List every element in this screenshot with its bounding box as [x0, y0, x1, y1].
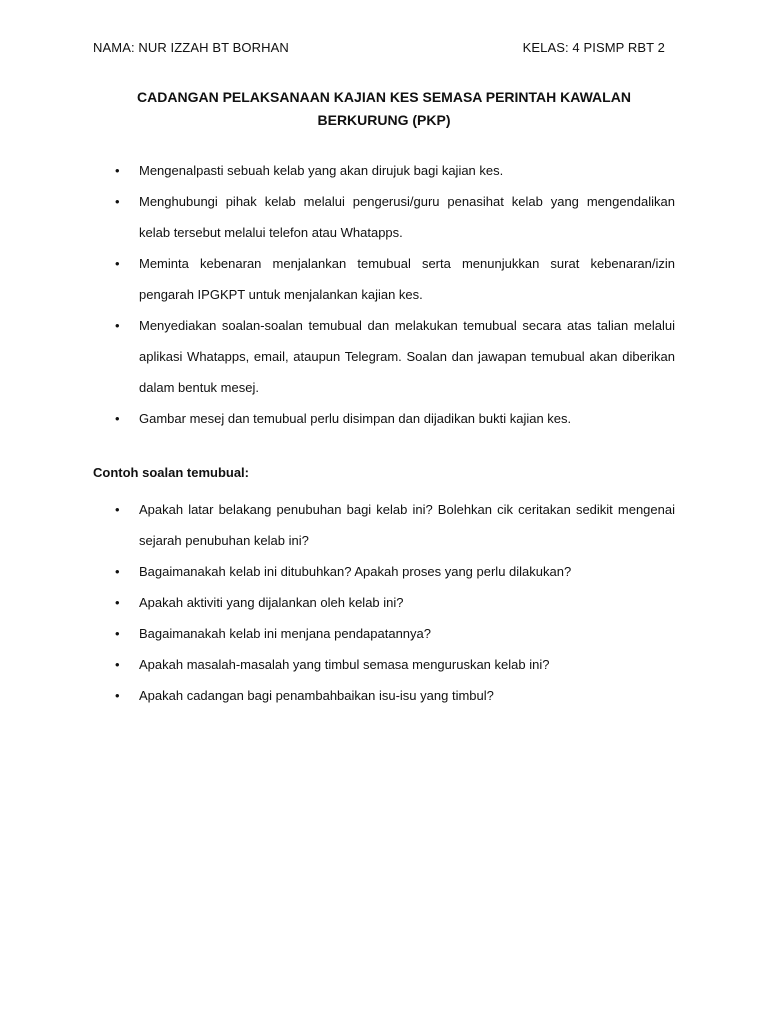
bullet-icon: • [115, 163, 120, 178]
list-item-text: Gambar mesej dan temubual perlu disimpan dan dijadikan bukti kajian kes. [139, 411, 572, 426]
bullet-icon: • [115, 318, 120, 333]
list-item-text: Apakah aktiviti yang dijalankan oleh kelab ini? [139, 595, 404, 610]
bullet-icon: • [115, 657, 120, 672]
implementation-steps-list [93, 155, 675, 434]
list-item [93, 649, 675, 680]
bullet-icon: • [115, 502, 120, 517]
bullet-icon: • [115, 411, 120, 426]
bullet-icon: • [115, 626, 120, 641]
title-line-2: BERKURUNG (PKP) [317, 112, 451, 128]
list-item [93, 556, 675, 587]
list-item [93, 310, 675, 403]
student-name: NAMA: NUR IZZAH BT BORHAN [93, 40, 289, 55]
list-item [93, 186, 675, 248]
list-item [93, 248, 675, 310]
list-item-text: Bagaimanakah kelab ini ditubuhkan? Apakah proses yang perlu dilakukan? [139, 564, 572, 579]
bullet-icon: • [115, 564, 120, 579]
list-item [93, 494, 675, 556]
list-item-text: Apakah latar belakang penubuhan bagi kelab ini? Bolehkan cik ceritakan sedikit mengenai sejarah penubuhan kelab ini? [139, 502, 675, 548]
list-item [93, 155, 675, 186]
list-item [93, 680, 675, 711]
list-item-text: Mengenalpasti sebuah kelab yang akan dirujuk bagi kajian kes. [139, 163, 504, 178]
bullet-icon: • [115, 194, 120, 209]
bullet-icon: • [115, 595, 120, 610]
bullet-icon: • [115, 256, 120, 271]
document-header [93, 40, 675, 60]
list-item-text: Apakah masalah-masalah yang timbul semasa menguruskan kelab ini? [139, 657, 550, 672]
document-title [93, 86, 675, 132]
interview-questions-list [93, 494, 675, 711]
title-line-1: CADANGAN PELAKSANAAN KAJIAN KES SEMASA PERINTAH KAWALAN [137, 89, 631, 105]
list-item-text: Apakah cadangan bagi penambahbaikan isu-isu yang timbul? [139, 688, 494, 703]
list-item [93, 587, 675, 618]
questions-heading: Contoh soalan temubual: [93, 465, 249, 480]
list-item-text: Menyediakan soalan-soalan temubual dan melakukan temubual secara atas talian melalui aplikasi Whatapps, email, ataupun Telegram. Soalan dan jawapan temubual akan diberikan dalam bentuk mesej. [139, 318, 675, 395]
list-item [93, 403, 675, 434]
list-item-text: Menghubungi pihak kelab melalui pengerusi/guru penasihat kelab yang mengendalikan kelab tersebut melalui telefon atau Whatapps. [139, 194, 675, 240]
student-class: KELAS: 4 PISMP RBT 2 [522, 40, 665, 55]
list-item [93, 618, 675, 649]
list-item-text: Meminta kebenaran menjalankan temubual serta menunjukkan surat kebenaran/izin pengarah IPGKPT untuk menjalankan kajian kes. [139, 256, 675, 302]
bullet-icon: • [115, 688, 120, 703]
list-item-text: Bagaimanakah kelab ini menjana pendapatannya? [139, 626, 431, 641]
